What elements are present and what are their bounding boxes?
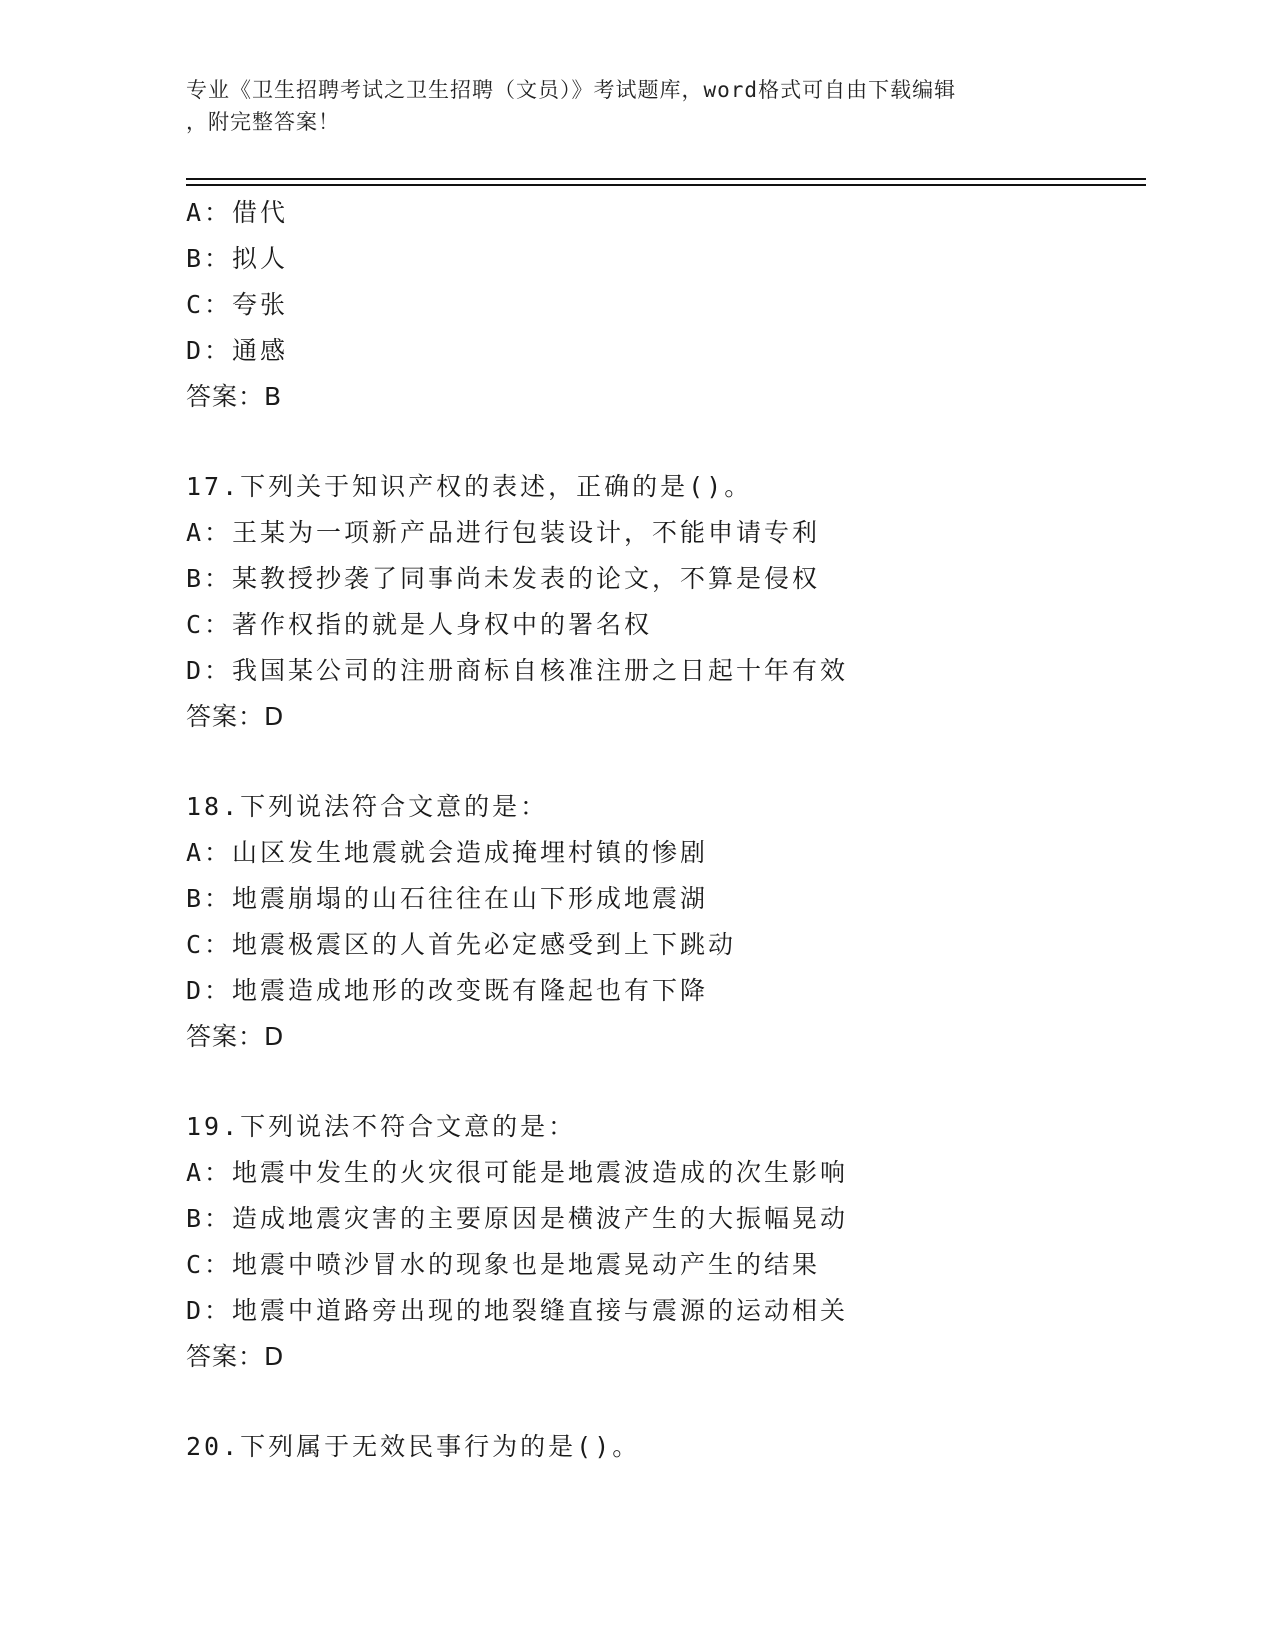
question-16-block — [186, 190, 1146, 420]
question-17-block — [186, 464, 1146, 740]
option-a: A：借代 — [186, 198, 289, 227]
spacer — [186, 1380, 1146, 1424]
spacer — [186, 1060, 1146, 1104]
option-c: C：地震中喷沙冒水的现象也是地震晃动产生的结果 — [186, 1250, 821, 1279]
option-b: B：造成地震灾害的主要原因是横波产生的大振幅晃动 — [186, 1204, 849, 1233]
spacer — [186, 740, 1146, 784]
question-18-block — [186, 784, 1146, 1060]
option-a: A：山区发生地震就会造成掩埋村镇的惨剧 — [186, 838, 709, 867]
option-d: D：通感 — [186, 336, 289, 365]
question-text: 20.下列属于无效民事行为的是()。 — [186, 1432, 641, 1461]
document-header — [186, 74, 1086, 138]
option-a: A：地震中发生的火灾很可能是地震波造成的次生影响 — [186, 1158, 849, 1187]
header-line-1: 专业《卫生招聘考试之卫生招聘（文员）》考试题库，word格式可自由下载编辑 — [186, 78, 957, 102]
question-text: 17.下列关于知识产权的表述，正确的是()。 — [186, 472, 753, 501]
question-text: 18.下列说法符合文意的是： — [186, 792, 549, 821]
header-line-2: ，附完整答案！ — [186, 110, 340, 134]
question-19-block — [186, 1104, 1146, 1380]
option-d: D：地震造成地形的改变既有隆起也有下降 — [186, 976, 709, 1005]
option-c: C：地震极震区的人首先必定感受到上下跳动 — [186, 930, 737, 959]
header-divider-top — [186, 178, 1146, 180]
option-d: D：我国某公司的注册商标自核准注册之日起十年有效 — [186, 656, 849, 685]
answer-line: 答案：D — [186, 702, 285, 731]
option-b: B：地震崩塌的山石往往在山下形成地震湖 — [186, 884, 709, 913]
option-d: D：地震中道路旁出现的地裂缝直接与震源的运动相关 — [186, 1296, 849, 1325]
option-c: C：著作权指的就是人身权中的署名权 — [186, 610, 653, 639]
spacer — [186, 420, 1146, 464]
option-b: B：某教授抄袭了同事尚未发表的论文，不算是侵权 — [186, 564, 821, 593]
answer-line: 答案：B — [186, 382, 283, 411]
option-a: A：王某为一项新产品进行包装设计，不能申请专利 — [186, 518, 821, 547]
header-divider-bottom — [186, 184, 1146, 186]
question-list — [186, 190, 1146, 1470]
question-text: 19.下列说法不符合文意的是： — [186, 1112, 577, 1141]
answer-line: 答案：D — [186, 1022, 285, 1051]
option-b: B：拟人 — [186, 244, 289, 273]
question-20-block — [186, 1424, 1146, 1470]
answer-line: 答案：D — [186, 1342, 285, 1371]
option-c: C：夸张 — [186, 290, 289, 319]
